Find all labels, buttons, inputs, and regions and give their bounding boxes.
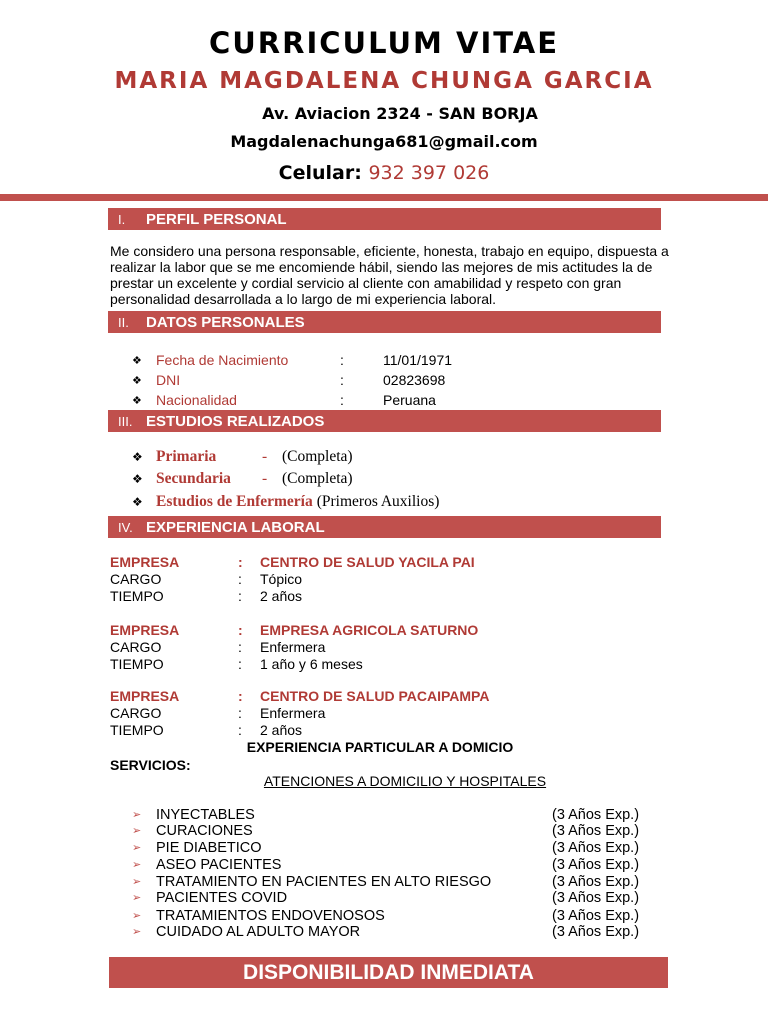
section-bar-estudios [108,410,661,432]
service-item [132,889,652,906]
candidate-name: MARIA MAGDALENA CHUNGA GARCIA [114,68,654,94]
phone-label: Celular: [278,162,362,184]
service-item [132,822,652,839]
diamond-bullet-icon: ❖ [132,450,143,464]
phone [0,162,768,184]
diamond-bullet-icon: ❖ [132,472,143,486]
key-colon: : [238,587,242,604]
service-name: TRATAMIENTO EN PACIENTES EN ALTO RIESGO [156,873,492,890]
experience-entry [110,687,489,738]
section-title: PERFIL PERSONAL [146,210,287,228]
personal-data-row [132,350,452,370]
diamond-bullet-icon: ❖ [132,495,143,509]
service-name: INYECTABLES [156,806,255,823]
section-title: ESTUDIOS REALIZADOS [146,412,325,430]
service-years: (3 Años Exp.) [552,923,640,940]
header-divider [0,194,768,201]
key-label: CARGO [110,638,162,655]
education-status: (Completa) [282,470,353,487]
key-colon: : [238,721,242,738]
section-number: III. [118,413,133,429]
experience-entry [110,553,475,604]
key-colon: : [238,638,242,655]
service-years: (3 Años Exp.) [552,839,640,856]
arrow-bullet-icon: ➢ [132,859,142,871]
section-number: II. [118,314,129,330]
experience-role-line [110,704,489,721]
key-colon: : [238,570,242,587]
service-item [132,873,652,890]
role-value: Enfermera [260,704,326,721]
field-label: Nacionalidad [156,392,237,408]
arrow-bullet-icon: ➢ [132,825,142,837]
service-item [132,839,652,856]
experience-company-line [110,553,475,570]
service-name: PIE DIABETICO [156,839,262,856]
experience-company-line [110,687,489,704]
field-colon: : [340,372,344,388]
key-label: EMPRESA [110,621,180,638]
service-name: ASEO PACIENTES [156,856,282,873]
role-value: Enfermera [260,638,326,655]
section-number: IV. [118,519,133,535]
experience-time-line [110,655,478,672]
education-row [132,470,353,488]
service-years: (3 Años Exp.) [552,889,640,906]
service-name: TRATAMIENTOS ENDOVENOSOS [156,907,385,924]
document-title: CURRICULUM VITAE [208,26,560,60]
education-status: (Completa) [282,448,353,465]
service-name: CURACIONES [156,822,253,839]
time-value: 2 años [260,721,303,738]
company-name: CENTRO DE SALUD PACAIPAMPA [260,687,490,704]
service-item [132,907,652,924]
arrow-bullet-icon: ➢ [132,842,142,854]
arrow-bullet-icon: ➢ [132,809,142,821]
key-label: EMPRESA [110,687,180,704]
key-label: CARGO [110,704,162,721]
arrow-bullet-icon: ➢ [132,876,142,888]
field-value: 02823698 [383,372,446,388]
key-label: CARGO [110,570,162,587]
education-separator: - [262,470,268,487]
arrow-bullet-icon: ➢ [132,910,142,922]
service-years: (3 Años Exp.) [552,907,640,924]
service-years: (3 Años Exp.) [552,856,640,873]
section-title: DATOS PERSONALES [146,313,305,331]
field-label: Fecha de Nacimiento [156,352,289,368]
service-item [132,856,652,873]
service-years: (3 Años Exp.) [552,806,640,823]
key-colon: : [238,621,243,638]
availability-banner: DISPONIBILIDAD INMEDIATA [109,957,668,988]
key-label: TIEMPO [110,587,164,604]
experience-time-line [110,587,475,604]
key-colon: : [238,655,242,672]
time-value: 2 años [260,587,303,604]
experience-role-line [110,570,475,587]
services-label: SERVICIOS: [110,757,191,773]
email: Magdalenachunga681@gmail.com [230,132,538,151]
key-colon: : [238,704,242,721]
section-bar-datos [108,311,661,333]
key-colon: : [238,687,243,704]
section-title: EXPERIENCIA LABORAL [146,518,325,536]
time-value: 1 año y 6 meses [260,655,363,672]
experience-entry [110,621,478,672]
service-years: (3 Años Exp.) [552,873,640,890]
key-label: EMPRESA [110,553,180,570]
experience-company-line [110,621,478,638]
field-value: Peruana [383,392,436,408]
education-label: Estudios de Enfermería [156,493,313,510]
education-label: Primaria [156,448,217,465]
service-name: CUIDADO AL ADULTO MAYOR [156,923,361,940]
experience-time-line [110,721,489,738]
key-label: TIEMPO [110,655,164,672]
services-subtitle: ATENCIONES A DOMICILIO Y HOSPITALES [263,773,547,789]
service-item [132,806,652,823]
role-value: Tópico [260,570,303,587]
education-status: (Primeros Auxilios) [316,493,440,510]
arrow-bullet-icon: ➢ [132,892,142,904]
company-name: CENTRO DE SALUD YACILA PAI [260,553,475,570]
field-colon: : [340,392,344,408]
diamond-bullet-icon: ❖ [132,354,142,367]
field-value: 11/01/1971 [383,352,453,368]
education-separator: - [262,448,268,465]
personal-data-row [132,370,445,390]
company-name: EMPRESA AGRICOLA SATURNO [260,621,479,638]
personal-data-row [132,390,436,410]
service-years: (3 Años Exp.) [552,822,640,839]
section-bar-experiencia [108,516,661,538]
education-label: Secundaria [156,470,231,487]
service-item [132,923,652,940]
phone-number: 932 397 026 [368,162,490,184]
field-colon: : [340,352,344,368]
education-row [132,448,353,466]
private-experience-title: EXPERIENCIA PARTICULAR A DOMICIO [246,739,514,755]
section-bar-perfil [108,208,661,230]
address: Av. Aviacion 2324 - SAN BORJA [262,104,538,123]
section-number: I. [118,211,126,227]
experience-role-line [110,638,478,655]
profile-text: Me considero una persona responsable, eficiente, honesta, trabajo en equipo, dispuesta a realizar la labor que se me encomiende hábil, siendo las mejores de mis actitudes la de prestar un excelente y cordial servicio al cliente con amabilidad y respeto con gran personalidad desarrollada a lo largo de mi experiencia laboral. [110,243,669,307]
diamond-bullet-icon: ❖ [132,374,142,387]
education-row [132,493,439,511]
key-colon: : [238,553,243,570]
arrow-bullet-icon: ➢ [132,926,142,938]
diamond-bullet-icon: ❖ [132,394,142,407]
key-label: TIEMPO [110,721,164,738]
field-label: DNI [156,372,181,388]
service-name: PACIENTES COVID [156,889,288,906]
